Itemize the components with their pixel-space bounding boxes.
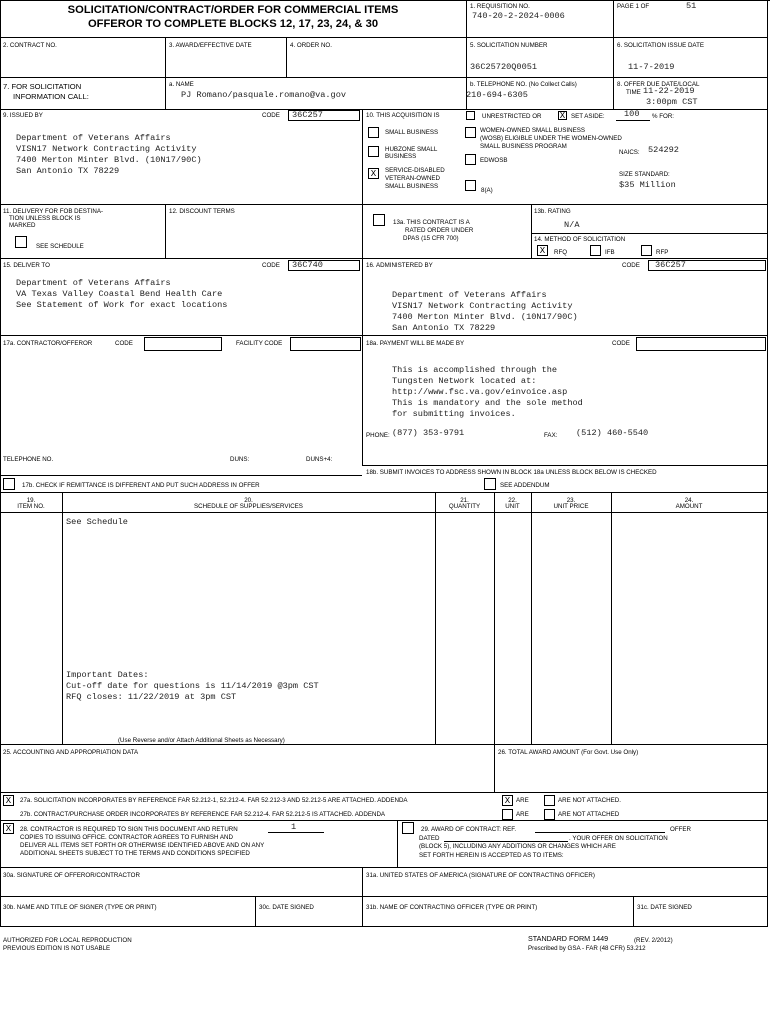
addendum-label: SEE ADDENDUM bbox=[500, 482, 550, 489]
offer-due-date-value[interactable]: 11-22-2019 bbox=[643, 86, 695, 96]
footer-reproduction: AUTHORIZED FOR LOCAL REPRODUCTION bbox=[3, 937, 132, 944]
rfp-label: RFP bbox=[656, 249, 669, 256]
hubzone-label-2: BUSINESS bbox=[385, 153, 417, 160]
hubzone-checkbox[interactable] bbox=[368, 146, 379, 157]
col22-number: 22. bbox=[508, 497, 517, 504]
27b-not-attached-checkbox[interactable] bbox=[544, 809, 555, 820]
payment-code-label: CODE bbox=[612, 340, 630, 347]
delivery-fob-label-3: MARKED bbox=[9, 222, 36, 229]
deliver-to-code-value: 36C740 bbox=[292, 260, 323, 270]
col21-label: QUANTITY bbox=[448, 503, 481, 510]
unrestricted-label: UNRESTRICTED OR bbox=[482, 113, 542, 120]
issued-by-code-value: 36C257 bbox=[292, 110, 323, 120]
deliver-to-code-label: CODE bbox=[262, 262, 280, 269]
col23-label: UNIT PRICE bbox=[553, 503, 589, 510]
rated-order-label: 13a. THIS CONTRACT IS A bbox=[393, 219, 470, 226]
27b-label: 27b. CONTRACT/PURCHASE ORDER INCORPORATES BY REFERENCE FAR 52.212-4. FAR 52.212-5 IS ATTACHED. ADDENDA bbox=[20, 811, 386, 818]
contractor-code-field[interactable] bbox=[144, 337, 222, 351]
27b-are-checkbox[interactable] bbox=[502, 809, 513, 820]
edwosb-label: EDWOSB bbox=[480, 157, 508, 164]
fax-label: FAX: bbox=[544, 432, 558, 439]
payment-code-field[interactable] bbox=[636, 337, 766, 351]
sdvosb-label: SERVICE-DISABLED bbox=[385, 167, 445, 174]
addendum-checkbox[interactable] bbox=[484, 478, 496, 490]
award-date-label: 3. AWARD/EFFECTIVE DATE bbox=[169, 42, 252, 49]
ifb-label: IFB bbox=[605, 249, 615, 256]
edwosb-checkbox[interactable] bbox=[465, 154, 476, 165]
method-label: 14. METHOD OF SOLICITATION bbox=[534, 236, 626, 243]
issued-by-line: 7400 Merton Minter Blvd. (10N17/90C) bbox=[16, 155, 202, 165]
remittance-label: 17b. CHECK IF REMITTANCE IS DIFFERENT AND PUT SUCH ADDRESS IN OFFER bbox=[22, 482, 260, 489]
footer-prescribed: Prescribed by GSA - FAR (48 CFR) 53.212 bbox=[528, 945, 646, 952]
rated-order-label-3: DPAS (15 CFR 700) bbox=[403, 235, 459, 242]
accounting-label: 25. ACCOUNTING AND APPROPRIATION DATA bbox=[3, 749, 139, 756]
deliver-to-line: Department of Veterans Affairs bbox=[16, 278, 171, 288]
size-standard-label: SIZE STANDARD: bbox=[619, 171, 670, 178]
facility-code-label: FACILITY CODE bbox=[236, 340, 283, 347]
discount-terms-label: 12. DISCOUNT TERMS bbox=[169, 208, 235, 215]
administered-by-line: San Antonio TX 78229 bbox=[392, 323, 496, 333]
small-business-checkbox[interactable] bbox=[368, 127, 379, 138]
important-dates: Important Dates: bbox=[66, 670, 149, 680]
administered-by-code-label: CODE bbox=[622, 262, 640, 269]
col20-label: SCHEDULE OF SUPPLIES/SERVICES bbox=[194, 503, 303, 510]
contact-name-value[interactable]: PJ Romano/pasquale.romano@va.gov bbox=[181, 90, 347, 100]
page-count: 51 bbox=[686, 1, 697, 11]
27b-are-label: ARE bbox=[516, 811, 529, 818]
contract-no-label: 2. CONTRACT NO. bbox=[3, 42, 57, 49]
signature-offeror-label: 30a. SIGNATURE OF OFFEROR/CONTRACTOR bbox=[3, 872, 140, 879]
setaside-checkbox[interactable]: X bbox=[559, 111, 566, 121]
col24-label: AMOUNT bbox=[675, 503, 703, 510]
payment-label: 18a. PAYMENT WILL BE MADE BY bbox=[366, 340, 465, 347]
naics-value[interactable]: 524292 bbox=[648, 145, 679, 155]
col21-number: 21. bbox=[460, 497, 469, 504]
27b-not-attached-label: ARE NOT ATTACHED bbox=[558, 811, 620, 818]
solicitation-number-value[interactable]: 36C25720Q0051 bbox=[470, 62, 538, 72]
rated-order-checkbox[interactable] bbox=[373, 214, 385, 226]
form-title: SOLICITATION/CONTRACT/ORDER FOR COMMERCIAL ITEMS bbox=[67, 4, 399, 16]
administered-by-code-value: 36C257 bbox=[655, 260, 686, 270]
contractor-label: 17a. CONTRACTOR/OFFEROR bbox=[3, 340, 93, 347]
small-business-label: SMALL BUSINESS bbox=[385, 129, 439, 136]
29-label-3: (BLOCK 5), INCLUDING ANY ADDITIONS OR CHANGES WHICH ARE bbox=[419, 843, 616, 850]
officer-name-label: 31b. NAME OF CONTRACTING OFFICER (TYPE OR PRINT) bbox=[366, 904, 538, 911]
naics-label: NAICS: bbox=[619, 149, 640, 156]
eight-a-label: 8(A) bbox=[481, 187, 493, 194]
payment-line: This is accomplished through the bbox=[392, 365, 558, 375]
28-checkbox[interactable]: X bbox=[3, 823, 14, 834]
requisition-value[interactable]: 740-20-2-2024-0006 bbox=[472, 11, 565, 21]
fax-value[interactable]: (512) 460-5540 bbox=[576, 428, 649, 438]
col20-number: 20. bbox=[244, 497, 253, 504]
contractor-code-label: CODE bbox=[115, 340, 133, 347]
setaside-label: SET ASIDE: bbox=[571, 113, 605, 120]
offer-due-label: 8. OFFER DUE DATE/LOCAL bbox=[617, 81, 700, 88]
payment-line: http://www.fsc.va.gov/einvoice.asp bbox=[392, 387, 568, 397]
important-dates: Cut-off date for questions is 11/14/2019 @3pm CST bbox=[66, 681, 319, 691]
wosb-label-3: SMALL BUSINESS PROGRAM bbox=[480, 143, 567, 150]
solicitation-number-label: 5. SOLICITATION NUMBER bbox=[470, 42, 548, 49]
telephone-no-label: TELEPHONE NO. bbox=[3, 456, 54, 463]
29-offer-label: OFFER bbox=[670, 826, 691, 833]
requisition-label: 1. REQUISITION NO. bbox=[470, 3, 530, 10]
name-label: a. NAME bbox=[169, 81, 194, 88]
27a-are-label: ARE bbox=[516, 797, 529, 804]
28-label: 28. CONTRACTOR IS REQUIRED TO SIGN THIS DOCUMENT AND RETURN bbox=[20, 826, 238, 833]
remittance-checkbox[interactable] bbox=[3, 478, 15, 490]
col19-number: 19. bbox=[26, 497, 36, 504]
acquisition-label: 10. THIS ACQUISITION IS bbox=[366, 112, 440, 119]
submit-invoices-label: 18b. SUBMIT INVOICES TO ADDRESS SHOWN IN BLOCK 18a UNLESS BLOCK BELOW IS CHECKED bbox=[366, 469, 657, 476]
col22-label: UNIT bbox=[505, 503, 520, 510]
wosb-checkbox[interactable] bbox=[465, 127, 476, 138]
percent-for-label: % FOR: bbox=[652, 113, 675, 120]
form-subtitle: OFFEROR TO COMPLETE BLOCKS 12, 17, 23, 24, & 30 bbox=[87, 18, 379, 30]
footer-form-rev: (REV. 2/2012) bbox=[634, 937, 673, 944]
28-label-2: COPIES TO ISSUING OFFICE. CONTRACTOR AGREES TO FURNISH AND bbox=[20, 834, 233, 841]
28-label-4: ADDITIONAL SHEETS SUBJECT TO THE TERMS AND CONDITIONS SPECIFIED bbox=[20, 850, 250, 857]
29-label-4: SET FORTH HEREIN IS ACCEPTED AS TO ITEMS: bbox=[419, 852, 564, 859]
signer-name-label: 30b. NAME AND TITLE OF SIGNER (TYPE OR PRINT) bbox=[3, 904, 157, 911]
administered-by-label: 16. ADMINISTERED BY bbox=[366, 262, 433, 269]
sdvosb-label-3: SMALL BUSINESS bbox=[385, 183, 439, 190]
important-dates: RFQ closes: 11/22/2019 at 3pm CST bbox=[66, 692, 237, 702]
deliver-to-line: VA Texas Valley Coastal Bend Health Care bbox=[16, 289, 223, 299]
27a-label: 27a. SOLICITATION INCORPORATES BY REFERENCE FAR 52.212-1, 52.212-4. FAR 52.212-3 AND 52.212-5 ARE ATTACHED. ADDENDA bbox=[20, 797, 408, 804]
27a-not-attached-label: ARE NOT ATTACHED. bbox=[558, 797, 621, 804]
eight-a-checkbox[interactable] bbox=[465, 180, 476, 191]
rfq-checkbox[interactable]: X bbox=[537, 245, 548, 256]
issued-by-line: VISN17 Network Contracting Activity bbox=[16, 144, 197, 154]
unrestricted-checkbox[interactable] bbox=[466, 111, 475, 120]
copies-value[interactable]: 1 bbox=[291, 822, 297, 832]
sdvosb-label-2: VETERAN-OWNED bbox=[385, 175, 441, 182]
rating-value[interactable]: N/A bbox=[564, 220, 580, 230]
delivery-fob-label: 11. DELIVERY FOR FOB DESTINA- bbox=[3, 208, 104, 215]
ifb-checkbox[interactable] bbox=[590, 245, 601, 256]
administered-by-line: VISN17 Network Contracting Activity bbox=[392, 301, 573, 311]
payment-line: This is mandatory and the sole method bbox=[392, 398, 583, 408]
29-label: 29. AWARD OF CONTRACT: REF. bbox=[421, 826, 517, 833]
order-no-label: 4. ORDER NO. bbox=[290, 42, 332, 49]
issued-by-label: 9. ISSUED BY bbox=[3, 112, 43, 119]
telephone-value[interactable]: 210-694-6305 bbox=[466, 90, 528, 100]
administered-by-line: Department of Veterans Affairs bbox=[392, 290, 547, 300]
wosb-label: WOMEN-OWNED SMALL BUSINESS bbox=[480, 127, 585, 134]
facility-code-field[interactable] bbox=[290, 337, 361, 351]
rated-order-label-2: RATED ORDER UNDER bbox=[405, 227, 474, 234]
duns-label: DUNS: bbox=[230, 456, 250, 463]
phone-value[interactable]: (877) 353-9791 bbox=[392, 428, 465, 438]
issue-date-label: 6. SOLICITATION ISSUE DATE bbox=[617, 42, 704, 49]
deliver-to-line: See Statement of Work for exact locations bbox=[16, 300, 228, 310]
offer-due-time-label: TIME bbox=[626, 89, 641, 96]
wosb-label-2: (WOSB) ELIGIBLE UNDER THE WOMEN-OWNED bbox=[480, 135, 622, 142]
col23-number: 23. bbox=[566, 497, 576, 504]
rfq-label: RFQ bbox=[554, 249, 568, 256]
rating-label: 13b. RATING bbox=[534, 208, 571, 215]
see-schedule-checkbox[interactable] bbox=[15, 236, 27, 248]
29-your-offer-label: . YOUR OFFER ON SOLICITATION bbox=[569, 835, 668, 842]
footer-edition: PREVIOUS EDITION IS NOT USABLE bbox=[3, 945, 111, 952]
administered-by-line: 7400 Merton Minter Blvd. (10N17/90C) bbox=[392, 312, 578, 322]
solicitation-info-label: 7. FOR SOLICITATION bbox=[3, 82, 82, 91]
27a-not-attached-checkbox[interactable] bbox=[544, 795, 555, 806]
29-dated-label: DATED bbox=[419, 835, 440, 842]
27a-checkbox[interactable]: X bbox=[3, 795, 14, 806]
date-signed-31c-label: 31c. DATE SIGNED bbox=[637, 904, 692, 911]
27a-are-checkbox[interactable]: X bbox=[502, 795, 513, 806]
issued-by-line: San Antonio TX 78229 bbox=[16, 166, 120, 176]
payment-line: for submitting invoices. bbox=[392, 409, 516, 419]
duns4-label: DUNS+4: bbox=[306, 456, 333, 463]
schedule-body: See Schedule bbox=[66, 517, 128, 527]
solicitation-info-label-2: INFORMATION CALL: bbox=[13, 92, 89, 101]
rfp-checkbox[interactable] bbox=[641, 245, 652, 256]
hubzone-label: HUBZONE SMALL bbox=[385, 146, 438, 153]
issue-date-value[interactable]: 11-7-2019 bbox=[628, 62, 675, 72]
sdvosb-checkbox[interactable]: X bbox=[368, 168, 379, 179]
signature-officer-label: 31a. UNITED STATES OF AMERICA (SIGNATURE OF CONTRACTING OFFICER) bbox=[366, 872, 595, 879]
issued-by-line: Department of Veterans Affairs bbox=[16, 133, 171, 143]
total-award-label: 26. TOTAL AWARD AMOUNT (For Govt. Use Only) bbox=[498, 749, 639, 756]
col19-label: ITEM NO. bbox=[17, 503, 45, 510]
29-checkbox[interactable] bbox=[402, 822, 414, 834]
reverse-note: (Use Reverse and/or Attach Additional Sheets as Necessary) bbox=[118, 737, 285, 744]
28-label-3: DELIVER ALL ITEMS SET FORTH OR OTHERWISE IDENTIFIED ABOVE AND ON ANY bbox=[20, 842, 265, 849]
issued-by-code-label: CODE bbox=[262, 112, 280, 119]
size-standard-value[interactable]: $35 Million bbox=[619, 180, 676, 190]
page-label: PAGE 1 OF bbox=[617, 3, 650, 10]
offer-due-time-value[interactable]: 3:00pm CST bbox=[646, 97, 698, 107]
delivery-fob-label-2: TION UNLESS BLOCK IS bbox=[9, 215, 81, 222]
see-schedule-label: SEE SCHEDULE bbox=[36, 243, 84, 250]
col24-number: 24. bbox=[684, 497, 694, 504]
setaside-percent-value[interactable]: 100 bbox=[624, 109, 640, 119]
deliver-to-label: 15. DELIVER TO bbox=[3, 262, 50, 269]
payment-line: Tungsten Network located at: bbox=[392, 376, 537, 386]
date-signed-30c-label: 30c. DATE SIGNED bbox=[259, 904, 314, 911]
footer-form-name: STANDARD FORM 1449 bbox=[528, 934, 609, 943]
phone-label: PHONE: bbox=[366, 432, 390, 439]
telephone-label: b. TELEPHONE NO. (No Collect Calls) bbox=[470, 81, 577, 88]
